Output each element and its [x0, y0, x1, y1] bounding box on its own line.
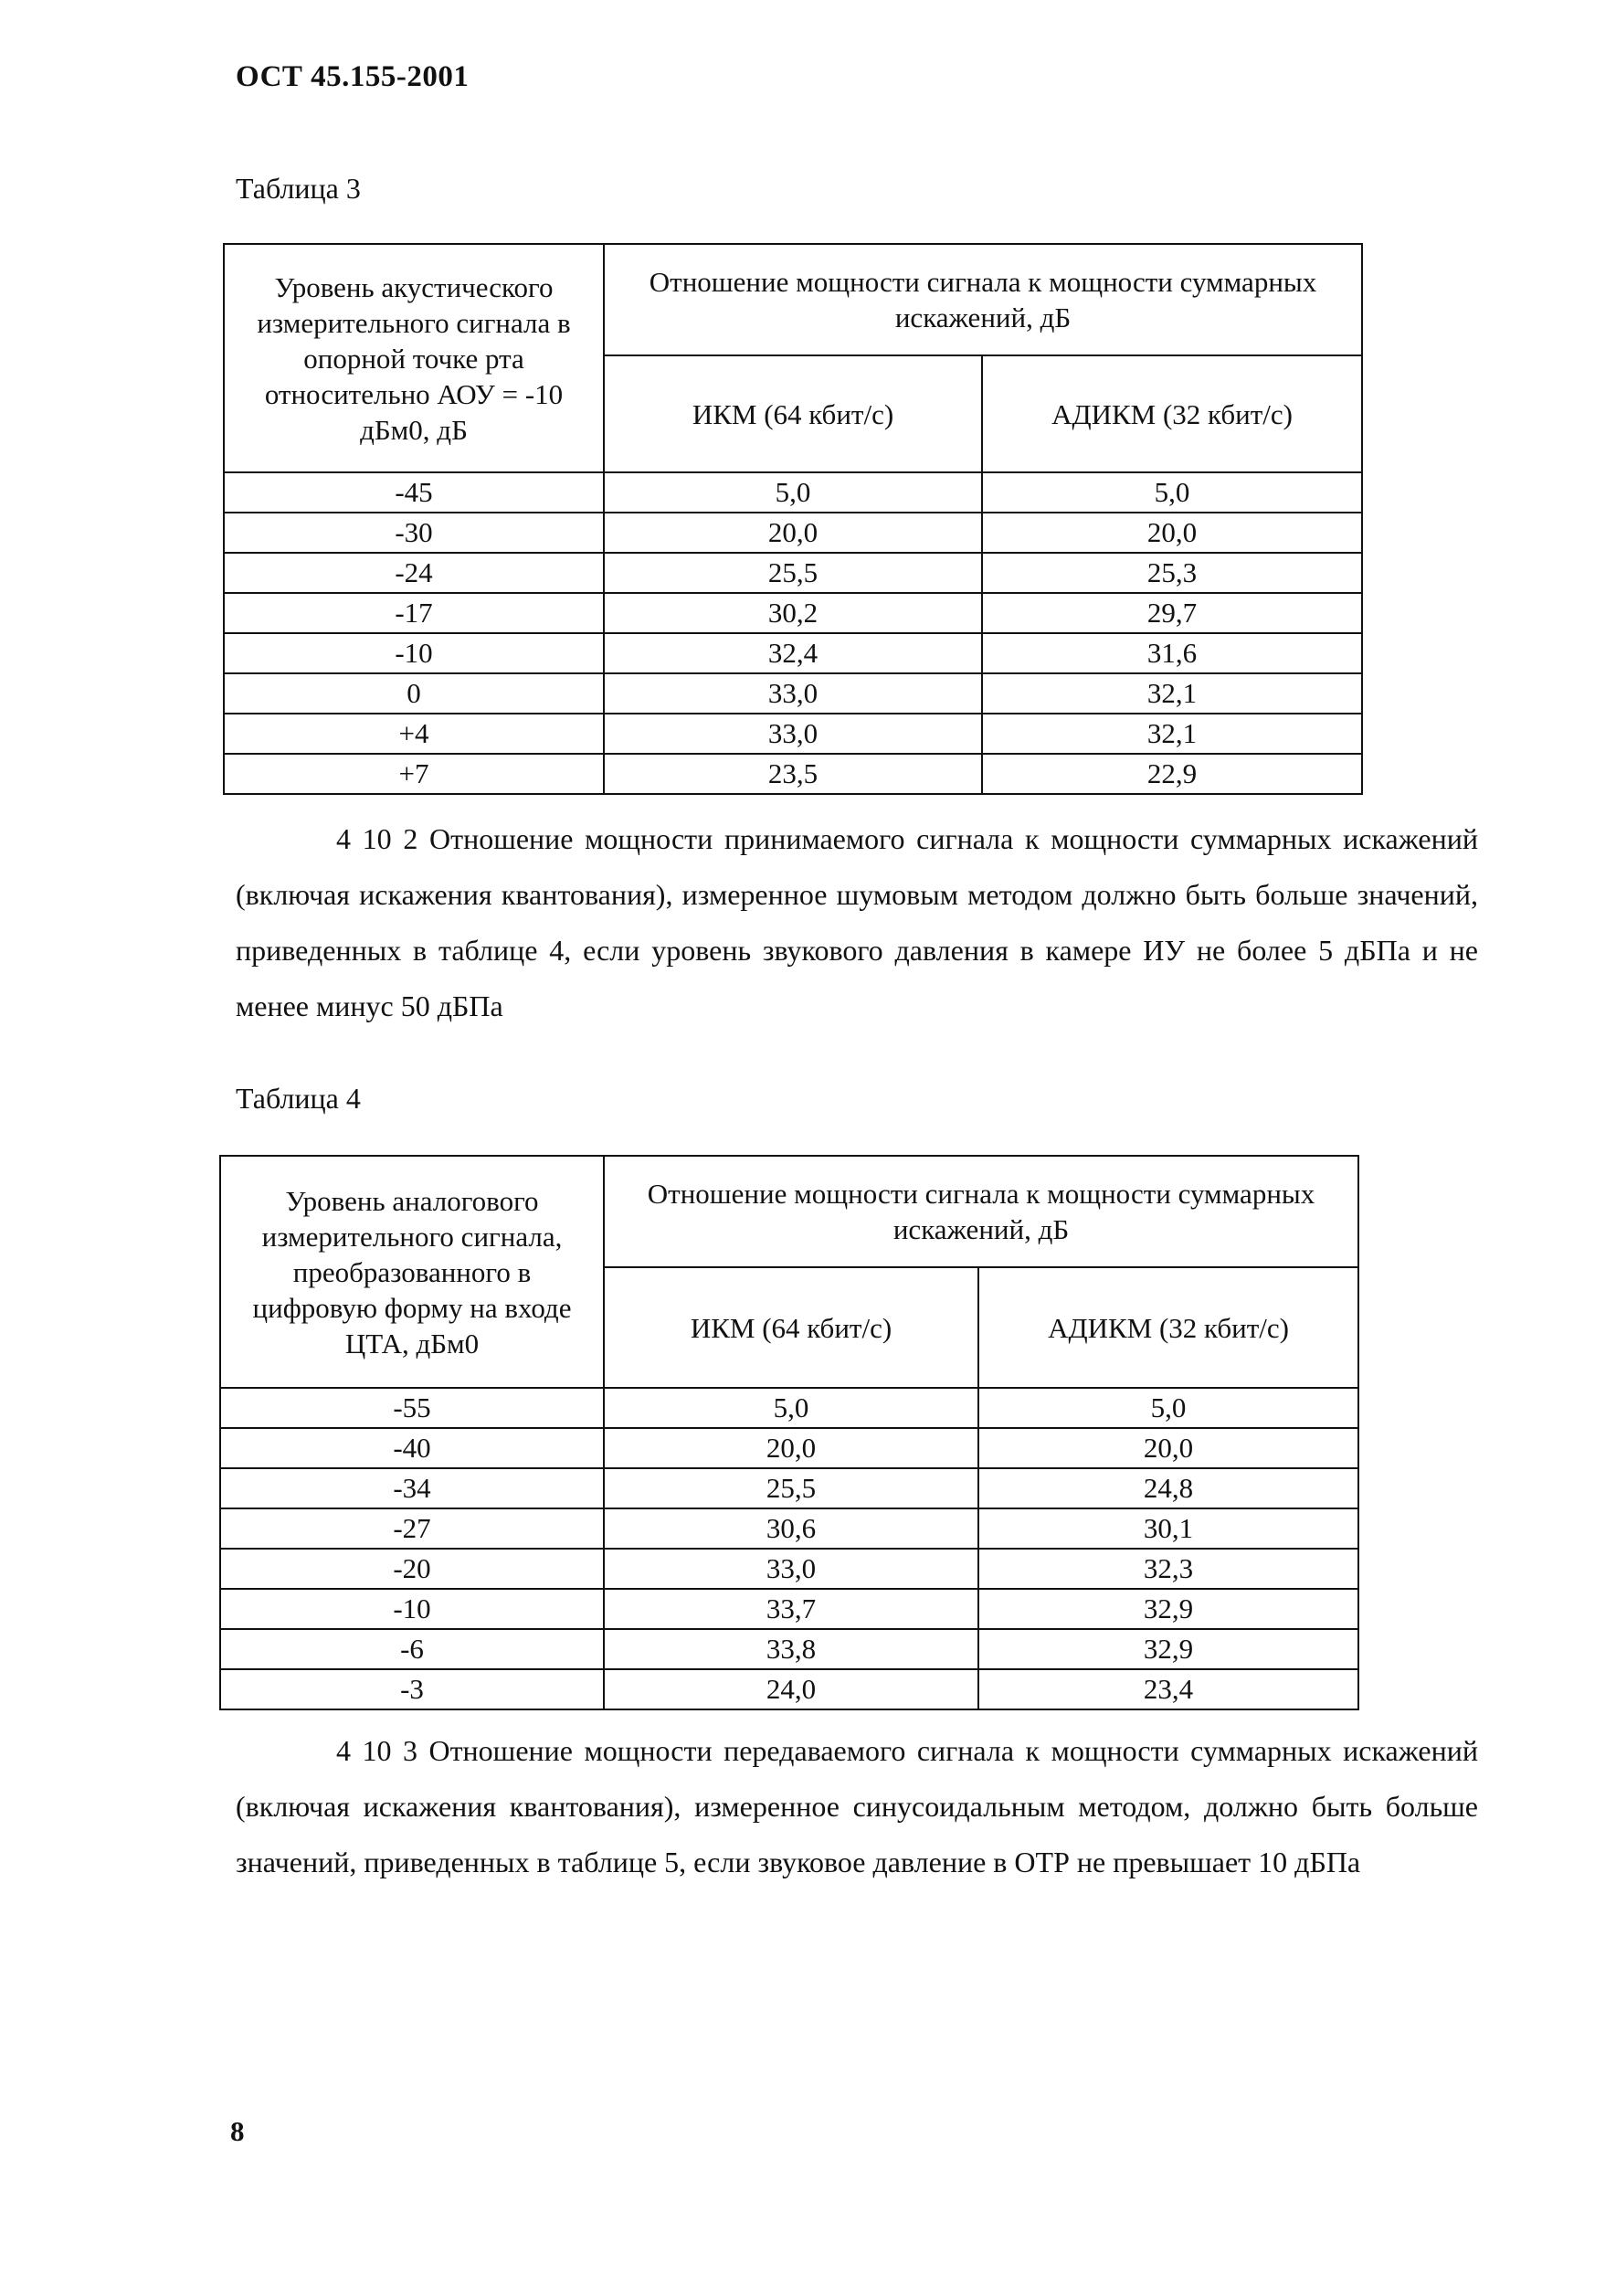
- level-cell: +4: [224, 714, 604, 754]
- adpcm-cell: 5,0: [978, 1388, 1358, 1428]
- pcm-cell: 33,0: [604, 714, 982, 754]
- level-cell: -3: [220, 1669, 604, 1709]
- adpcm-cell: 32,9: [978, 1629, 1358, 1669]
- adpcm-cell: 20,0: [982, 513, 1362, 553]
- pcm-cell: 5,0: [604, 1388, 978, 1428]
- level-cell: -20: [220, 1549, 604, 1589]
- pcm-cell: 33,0: [604, 673, 982, 714]
- pcm-cell: 33,8: [604, 1629, 978, 1669]
- table-row: [220, 1629, 1358, 1669]
- table-row: [220, 1589, 1358, 1629]
- level-cell: -34: [220, 1468, 604, 1508]
- pcm-cell: 25,5: [604, 553, 982, 593]
- adpcm-cell: 22,9: [982, 754, 1362, 794]
- pcm-cell: 20,0: [604, 1428, 978, 1468]
- level-cell: -55: [220, 1388, 604, 1428]
- page-number: 8: [230, 2115, 245, 2147]
- table4-caption: Таблица 4: [236, 1082, 361, 1115]
- pcm-cell: 24,0: [604, 1669, 978, 1709]
- pcm-cell: 25,5: [604, 1468, 978, 1508]
- adpcm-cell: 20,0: [978, 1428, 1358, 1468]
- table-row: [224, 754, 1362, 794]
- adpcm-cell: 31,6: [982, 633, 1362, 673]
- table3: [223, 243, 1363, 795]
- level-cell: -10: [220, 1589, 604, 1629]
- table3-ratio-group-header: Отношение мощности сигнала к мощности суммарных искажений, дБ: [604, 244, 1362, 355]
- level-cell: -24: [224, 553, 604, 593]
- table4-pcm-header: ИКМ (64 кбит/с): [604, 1267, 978, 1388]
- pcm-cell: 30,6: [604, 1508, 978, 1549]
- table-row: [220, 1388, 1358, 1428]
- table-row: [220, 1428, 1358, 1468]
- table4: [219, 1155, 1359, 1710]
- table4-adpcm-header: АДИКМ (32 кбит/с): [978, 1267, 1358, 1388]
- level-cell: +7: [224, 754, 604, 794]
- pcm-cell: 30,2: [604, 593, 982, 633]
- adpcm-cell: 32,1: [982, 714, 1362, 754]
- level-cell: -30: [224, 513, 604, 553]
- table4-level-header: Уровень аналогового измерительного сигнала, преобразованного в цифровую форму на входе ЦТА, дБм0: [220, 1156, 604, 1388]
- adpcm-cell: 32,3: [978, 1549, 1358, 1589]
- table-row: [220, 1468, 1358, 1508]
- table-row: [220, 1549, 1358, 1589]
- adpcm-cell: 32,9: [978, 1589, 1358, 1629]
- level-cell: 0: [224, 673, 604, 714]
- level-cell: -45: [224, 472, 604, 513]
- table3-caption: Таблица 3: [236, 172, 361, 205]
- pcm-cell: 5,0: [604, 472, 982, 513]
- table-row: [224, 593, 1362, 633]
- level-cell: -27: [220, 1508, 604, 1549]
- pcm-cell: 23,5: [604, 754, 982, 794]
- table-row: [224, 673, 1362, 714]
- table-row: [224, 513, 1362, 553]
- pcm-cell: 33,0: [604, 1549, 978, 1589]
- table3-pcm-header: ИКМ (64 кбит/с): [604, 355, 982, 472]
- adpcm-cell: 25,3: [982, 553, 1362, 593]
- level-cell: -17: [224, 593, 604, 633]
- table-row: [220, 1669, 1358, 1709]
- table-row: [220, 1508, 1358, 1549]
- paragraph-4-10-3: 4 10 3 Отношение мощности передаваемого сигнала к мощности суммарных искажений (включая искажения квантования), измеренное синусоидальным методом, должно быть больше значений, приведенных в таблице 5, если звуковое давление в ОТР не превышает 10 дБПа: [236, 1734, 1478, 1878]
- adpcm-cell: 5,0: [982, 472, 1362, 513]
- adpcm-cell: 24,8: [978, 1468, 1358, 1508]
- table3-adpcm-header: АДИКМ (32 кбит/с): [982, 355, 1362, 472]
- adpcm-cell: 30,1: [978, 1508, 1358, 1549]
- table3-level-header: Уровень акустического измерительного сигнала в опорной точке рта относительно АОУ = -10 дБм0, дБ: [224, 244, 604, 472]
- adpcm-cell: 23,4: [978, 1669, 1358, 1709]
- pcm-cell: 33,7: [604, 1589, 978, 1629]
- table-row: [224, 472, 1362, 513]
- adpcm-cell: 32,1: [982, 673, 1362, 714]
- level-cell: -40: [220, 1428, 604, 1468]
- table-row: [224, 633, 1362, 673]
- pcm-cell: 32,4: [604, 633, 982, 673]
- pcm-cell: 20,0: [604, 513, 982, 553]
- adpcm-cell: 29,7: [982, 593, 1362, 633]
- document-code: ОСТ 45.155-2001: [236, 60, 470, 93]
- level-cell: -6: [220, 1629, 604, 1669]
- paragraph-4-10-2: 4 10 2 Отношение мощности принимаемого сигнала к мощности суммарных искажений (включая искажения квантования), измеренное шумовым методом должно быть больше значений, приведенных в таблице 4, если уровень звукового давления в камере ИУ не более 5 дБПа и не менее минус 50 дБПа: [236, 822, 1478, 1022]
- table4-ratio-group-header: Отношение мощности сигнала к мощности суммарных искажений, дБ: [604, 1156, 1358, 1267]
- table-row: [224, 553, 1362, 593]
- table-row: [224, 714, 1362, 754]
- level-cell: -10: [224, 633, 604, 673]
